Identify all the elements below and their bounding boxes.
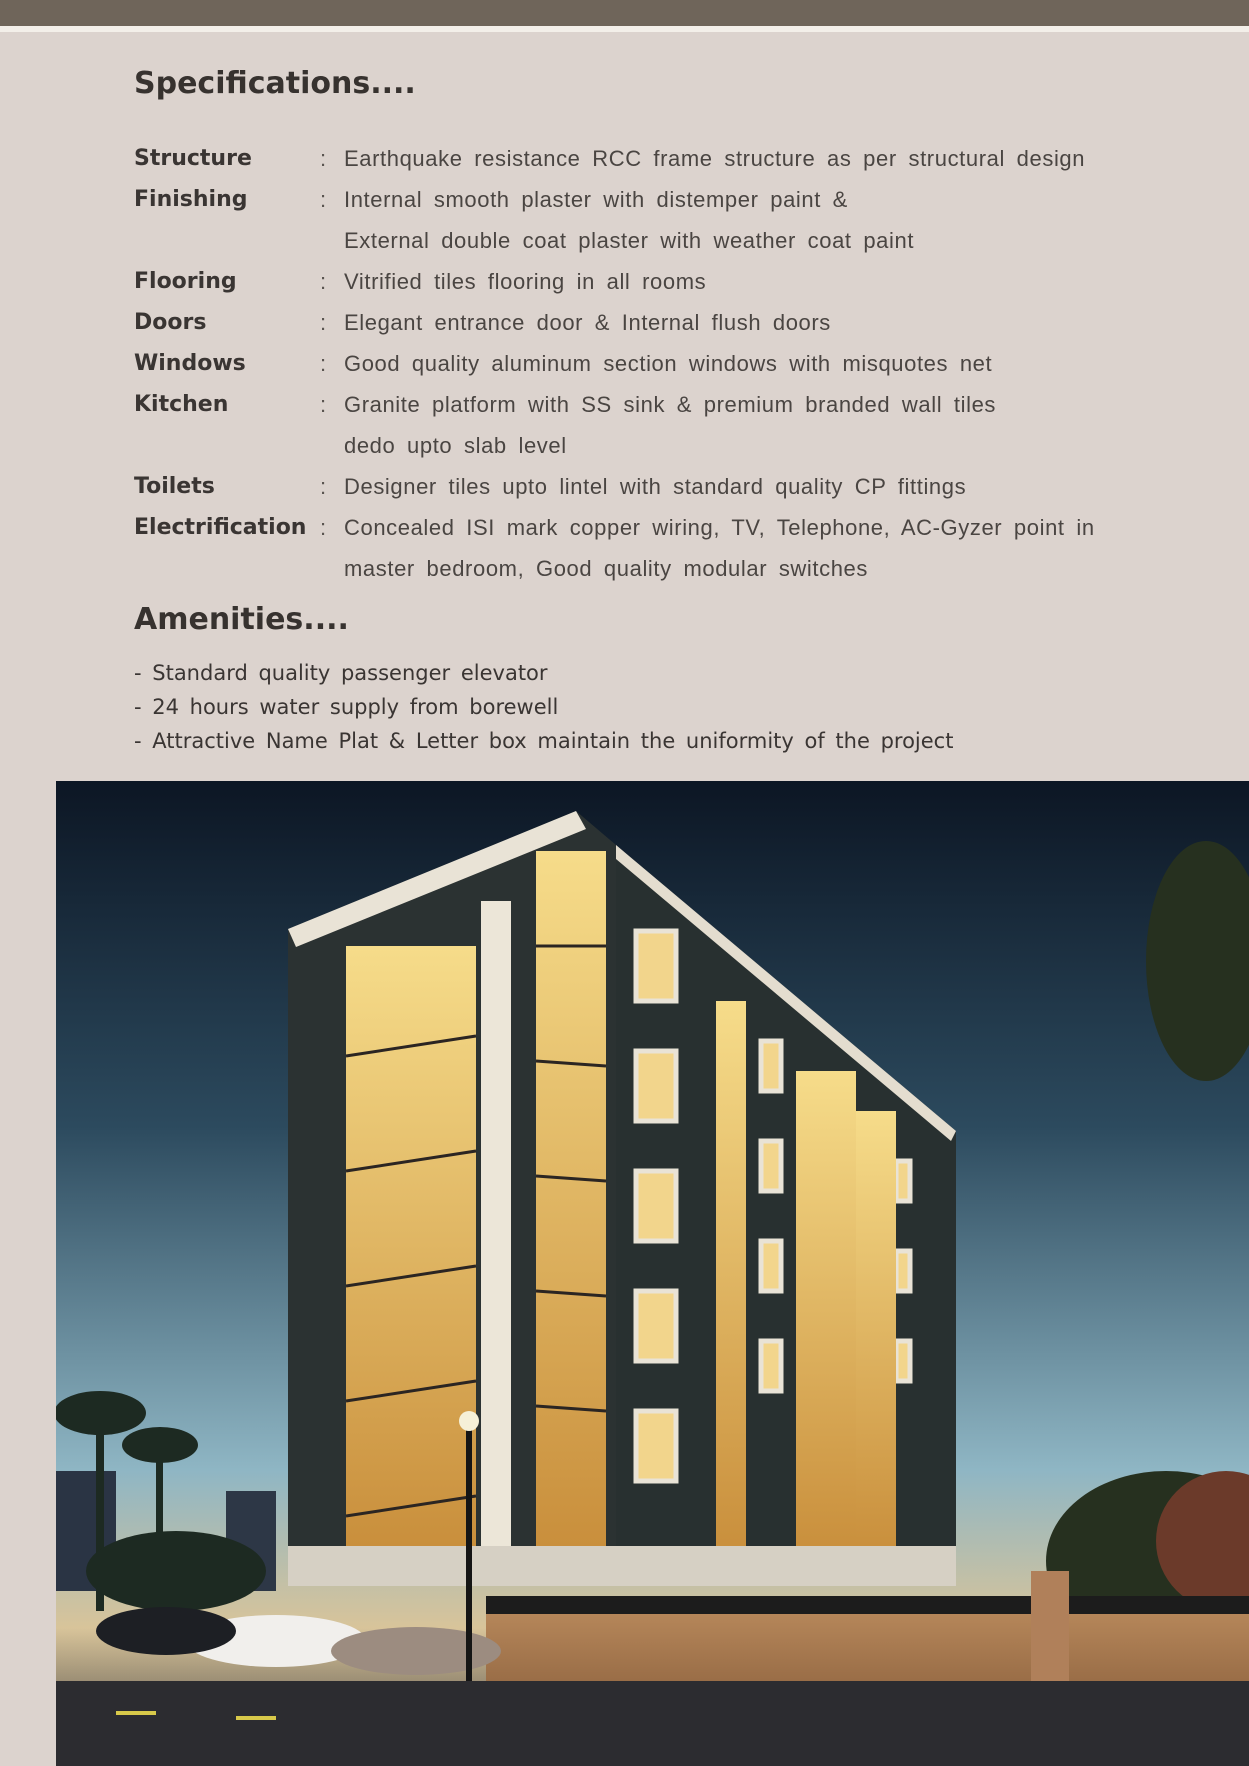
spec-value: Designer tiles upto lintel with standard quality CP fittings xyxy=(344,474,967,499)
spec-separator: : xyxy=(320,269,327,294)
spec-row-kitchen xyxy=(134,384,1154,466)
amenity-item: - Standard quality passenger elevator xyxy=(134,661,548,685)
spec-row-structure xyxy=(134,138,1154,179)
amenity-item: - 24 hours water supply from borewell xyxy=(134,695,559,719)
amenities-list xyxy=(134,656,953,758)
specifications-list xyxy=(134,138,1154,589)
spec-row-toilets xyxy=(134,466,1154,507)
spec-value: Concealed ISI mark copper wiring, TV, Telephone, AC-Gyzer point in master bedroom, Good quality modular switches xyxy=(344,515,1095,581)
spec-value: Granite platform with SS sink & premium branded wall tiles dedo upto slab level xyxy=(344,392,997,458)
spec-separator: : xyxy=(320,351,327,376)
spec-label: Finishing xyxy=(134,187,248,212)
spec-row-finishing xyxy=(134,179,1154,261)
spec-label: Structure xyxy=(134,146,252,171)
spec-separator: : xyxy=(320,146,327,171)
amenities-title: Amenities.... xyxy=(134,602,349,637)
spec-separator: : xyxy=(320,392,327,417)
spec-label: Toilets xyxy=(134,474,215,499)
spec-value: Earthquake resistance RCC frame structure as per structural design xyxy=(344,146,1086,171)
spec-label: Kitchen xyxy=(134,392,229,417)
spec-label: Doors xyxy=(134,310,207,335)
spec-value: Vitrified tiles flooring in all rooms xyxy=(344,269,707,294)
spec-row-flooring xyxy=(134,261,1154,302)
specifications-title: Specifications.... xyxy=(134,66,416,101)
building-render-image xyxy=(56,781,1249,1766)
spec-value: Internal smooth plaster with distemper paint & External double coat plaster with weather coat paint xyxy=(344,187,915,253)
spec-value: Good quality aluminum section windows with misquotes net xyxy=(344,351,993,376)
spec-label: Electrification xyxy=(134,515,307,540)
spec-separator: : xyxy=(320,474,327,499)
spec-label: Windows xyxy=(134,351,246,376)
spec-row-electrification xyxy=(134,507,1154,589)
spec-separator: : xyxy=(320,187,327,212)
amenity-item: - Attractive Name Plat & Letter box maintain the uniformity of the project xyxy=(134,729,954,753)
spec-row-doors xyxy=(134,302,1154,343)
spec-row-windows xyxy=(134,343,1154,384)
top-divider xyxy=(0,26,1249,32)
spec-separator: : xyxy=(320,310,327,335)
spec-value: Elegant entrance door & Internal flush doors xyxy=(344,310,831,335)
spec-separator: : xyxy=(320,515,327,540)
top-bar xyxy=(0,0,1249,26)
spec-label: Flooring xyxy=(134,269,237,294)
